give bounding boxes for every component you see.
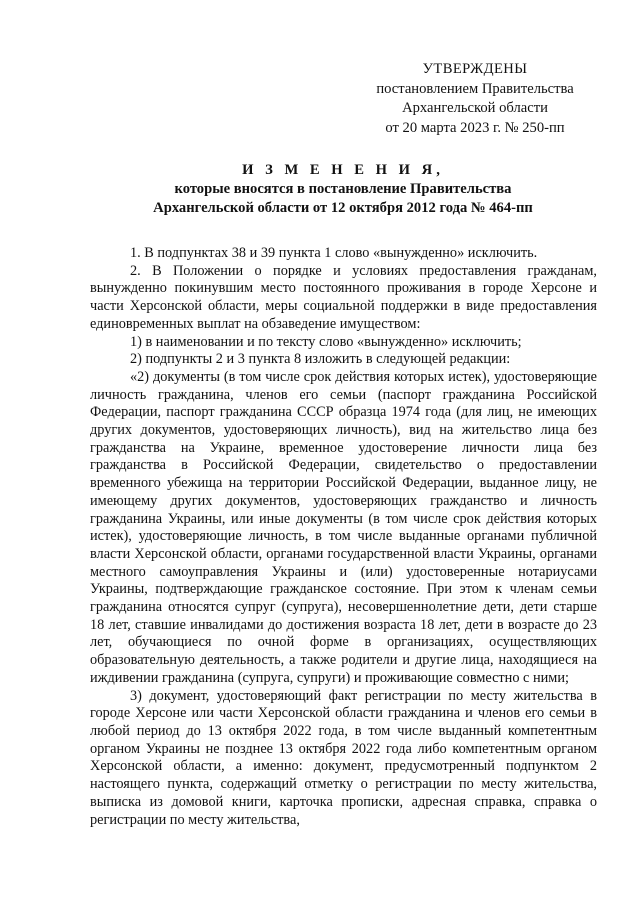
paragraph-subitem-1: 1) в наименовании и по тексту слово «вынужденно» исключить; [130, 333, 522, 350]
approval-line-2: Архангельской области [402, 100, 548, 116]
paragraph-item-1: 1. В подпунктах 38 и 39 пункта 1 слово «вынужденно» исключить. [130, 245, 538, 261]
approval-line-3: от 20 марта 2023 г. № 250-пп [385, 119, 565, 136]
document-heading [90, 161, 596, 218]
heading-line-1: которые вносятся в постановление Правительства [174, 181, 512, 197]
approval-line-1: постановлением Правительства [376, 80, 574, 97]
heading-line-2: Архангельской области от 12 октября 2012 года № 464-пп [153, 200, 533, 216]
approval-stamp-block [355, 60, 595, 138]
document-body [90, 245, 597, 829]
paragraph-item-2: 2. В Положении о порядке и условиях предоставления гражданам, вынужденно покинувшим место постоянного проживания в городе Херсоне и части Херсонской области, меры социальной поддержки в виде предоставления единовременных выплат на обзаведение имуществом: [90, 262, 597, 332]
heading-title: И З М Е Н Е Н И Я, [242, 162, 444, 178]
approval-title: УТВЕРЖДЕНЫ [422, 61, 528, 77]
paragraph-documents-list: «2) документы (в том числе срок действия которых истек), удостоверяющие личность гражданина, членов его семьи (паспорт гражданина Российской Федерации, паспорт гражданина СССР образца 1974 года (для лиц, не имеющих других документов, удостоверяющих личность), вид на жительство лица без гражданства на Украине, временное удостоверение личности лица без гражданства в Российской Федерации, свидетельство о предоставлении временного убежища на территории Российской Федерации, выданное лицу, не имеющему других документов, удостоверяющих гражданство и личность гражданина Украины, или иные документы (в том числе срок действия которых истек), удостоверяющие личность, в том числе выданные органами публичной власти Херсонской области, органами государственной власти Украины, органами местного самоуправления Украины и (или) удостоверенные нотариусами Украины, подтверждающие гражданское состояние. При этом к членам семьи гражданина относятся супруг (супруга), несовершеннолетние дети, дети старше 18 лет, ставшие инвалидами до достижения возраста 18 лет, дети в возрасте до 23 лет, обучающиеся по очной форме в организациях, осуществляющих образовательную деятельность, а также родители и другие лица, находящиеся на иждивении гражданина (супруга, супруги) и проживающие совместно с ними; [90, 368, 597, 686]
paragraph-registration-document: 3) документ, удостоверяющий факт регистрации по месту жительства в городе Херсоне или части Херсонской области гражданина и членов его семьи в любой период до 13 октября 2022 года, в том числе выданный компетентным органом Украины не позднее 13 октября 2022 года либо компетентным органом Херсонской области, а именно: документ, предусмотренный подпунктом 2 настоящего пункта, содержащий отметку о регистрации по месту жительства, выписка из домовой книги, карточка прописки, адресная справка, справка о регистрации по месту жительства, [90, 687, 597, 828]
paragraph-subitem-2: 2) подпункты 2 и 3 пункта 8 изложить в следующей редакции: [130, 351, 511, 368]
